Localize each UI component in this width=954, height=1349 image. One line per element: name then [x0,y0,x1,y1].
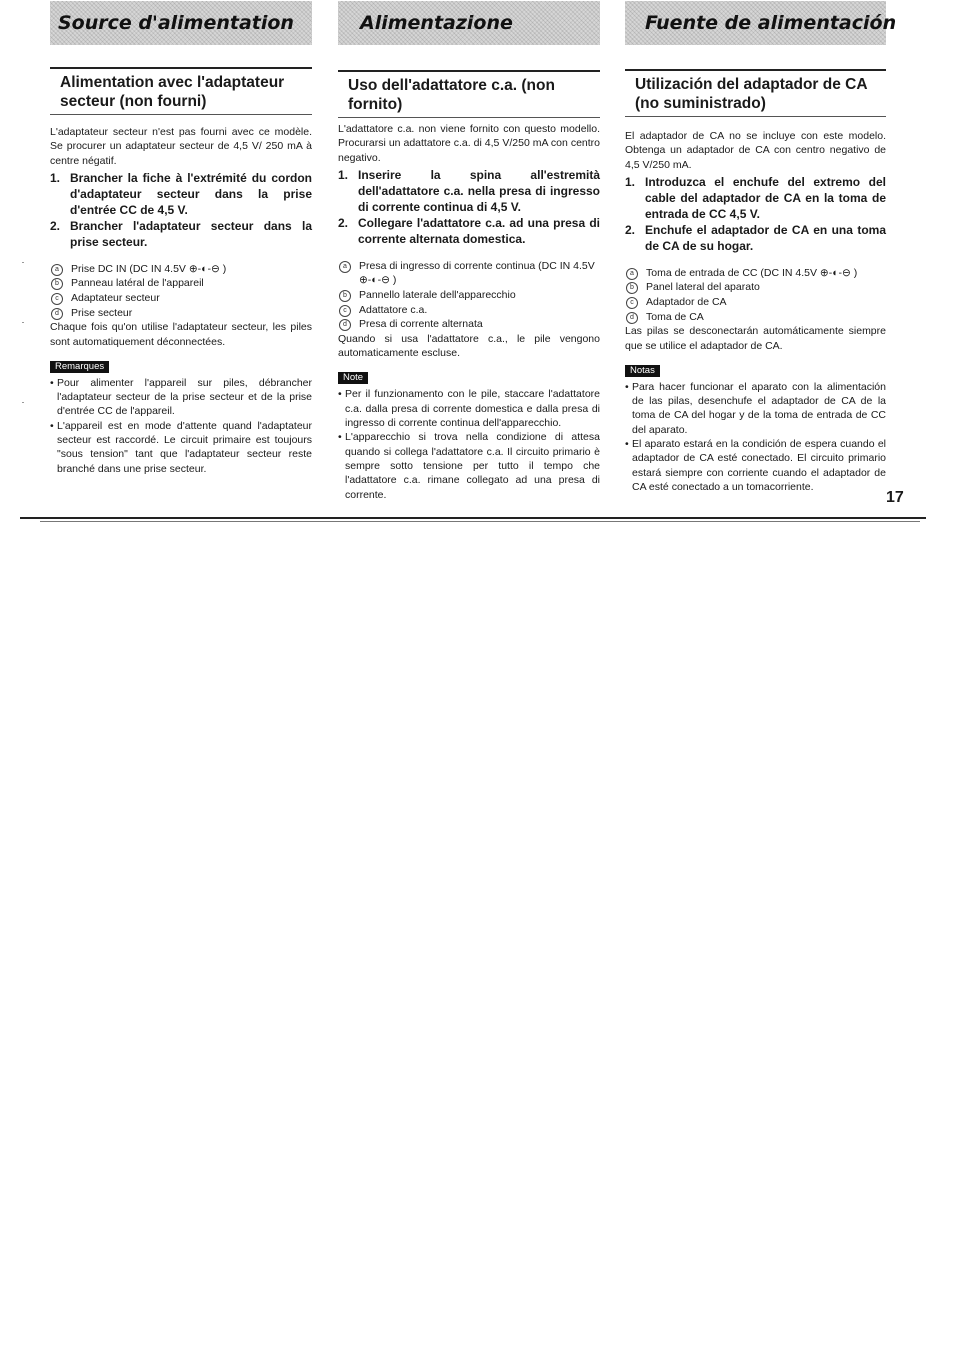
step-item [338,215,600,247]
legend-item [625,266,886,281]
step-item [625,174,886,222]
legend-item [625,295,886,310]
legend-text: Toma de entrada de CC (DC IN 4.5V ⊕-◐-⊖ ) [646,266,858,279]
column-french [50,0,312,476]
margin-tick [22,402,24,403]
steps-list [50,170,312,250]
step-number: 2. [50,218,61,233]
after-text: Quando si usa l'adattatore c.a., le pile vengono automaticamente escluse. [338,332,600,360]
parts-legend [338,259,600,332]
circled-letter-icon: d [626,312,638,324]
circled-letter-icon: c [51,293,63,305]
bullet-icon: • [50,376,54,389]
step-text: Inserire la spina all'estremità dell'adattatore c.a. nella presa di ingresso di corrente continua di 4,5 V. [358,167,600,214]
circled-letter-icon: b [51,278,63,290]
step-text: Brancher l'adaptateur secteur dans la prise secteur. [70,218,312,249]
band-title: Source d'alimentation [58,12,294,34]
legend-text: Panel lateral del aparato [646,281,760,294]
legend-text: Presa di corrente alternata [359,318,483,331]
steps-list [338,167,600,247]
bullet-icon: • [338,431,342,444]
step-item [625,222,886,254]
section-band [50,1,312,45]
step-number: 1. [338,167,349,182]
intro-text: L'adaptateur secteur n'est pas fourni avec ce modèle. Se procurer un adaptateur secteur de 4,5 V/ 250 mA à centre négatif. [50,126,312,167]
section-title: Uso dell'adattatore c.a. (non fornito) [338,70,600,118]
margin-tick [22,262,24,263]
circled-letter-icon: a [626,268,638,280]
note-text: L'appareil est en mode d'attente quand l'adaptateur secteur est raccordé. Le circuit primaire est toujours "sous tension" tant que l'adaptateur secteur reste branché dans une prise secteur. [57,419,312,475]
note-text: L'apparecchio si trova nella condizione di attesa quando si collega l'adattatore c.a. Il circuito primario è sempre sotto tensione per tutto il tempo che l'adattatore c.a. rimane collegato ad una presa di corrente. [345,431,600,501]
intro-text: El adaptador de CA no se incluye con este modelo. Obtenga un adaptador de CA con centro negativo de 4,5 V/250 mA. [625,130,886,171]
note-text: Pour alimenter l'appareil sur piles, débrancher l'adaptateur secteur de la prise secteur et de la prise d'entrée CC de l'appareil. [57,376,312,418]
legend-item [50,291,312,306]
notes-list [50,376,312,476]
step-text: Brancher la fiche à l'extrémité du cordon d'adaptateur secteur dans la prise d'entrée CC de 4,5 V. [70,170,312,217]
parts-legend [50,262,312,320]
note-item [338,430,600,501]
after-text: Chaque fois qu'on utilise l'adaptateur secteur, les piles sont automatiquement déconnectées. [50,321,312,348]
circled-letter-icon: b [339,290,351,302]
legend-item [50,262,312,277]
legend-item [50,276,312,291]
circled-letter-icon: b [626,282,638,294]
step-number: 1. [625,174,636,189]
legend-item [50,306,312,321]
band-title: Fuente de alimentación [645,12,897,34]
legend-text: Toma de CA [646,310,704,323]
circled-letter-icon: a [339,261,351,273]
legend-text: Adaptateur secteur [71,292,160,305]
note-item [50,376,312,419]
bullet-icon: • [625,438,629,451]
circled-letter-icon: d [51,308,63,320]
legend-text: Presa di ingresso di corrente continua (DC IN 4.5V ⊕-◐-⊖ ) [359,259,595,287]
note-text: El aparato estará en la condición de espera cuando el adaptador de CA esté conectado. El circuito primario estará siempre con corriente cuando el adaptador de CA esté conectado a un tomacorriente. [632,438,886,493]
column-italian [338,0,600,502]
column-spanish [625,0,897,494]
band-title: Alimentazione [360,12,513,34]
after-text: Las pilas se desconectarán automáticamente siempre que se utilice el adaptador de CA. [625,325,886,352]
circled-letter-icon: a [51,264,63,276]
notes-list [338,387,600,501]
legend-item [338,303,600,318]
bullet-icon: • [50,419,54,432]
legend-text: Adaptador de CA [646,296,727,309]
note-item [625,437,886,494]
margin-tick [22,322,24,323]
note-text: Para hacer funcionar el aparato con la alimentación de las pilas, desenchufe el adaptador de CA de la toma de CA del hogar y de la toma de entrada de CC del aparato. [632,380,886,436]
notes-badge: Remarques [50,361,109,373]
bullet-icon: • [338,388,342,401]
section-band [625,1,897,45]
notes-badge: Note [338,372,368,384]
parts-legend [625,266,886,324]
legend-text: Panneau latéral de l'appareil [71,277,204,290]
step-number: 2. [625,222,636,237]
note-item [50,419,312,476]
step-item [338,167,600,215]
step-text: Enchufe el adaptador de CA en una toma de CA de su hogar. [645,222,886,253]
steps-list [625,174,886,254]
intro-text: L'adattatore c.a. non viene fornito con questo modello. Procurarsi un adattatore c.a. di 4,5 V/250 mA con centro negativo. [338,123,600,164]
circled-letter-icon: d [339,319,351,331]
legend-text: Pannello laterale dell'apparecchio [359,289,516,302]
step-text: Collegare l'adattatore c.a. ad una presa di corrente alternata domestica. [358,215,600,246]
notes-list [625,380,886,494]
section-title: Utilización del adaptador de CA (no suministrado) [625,69,886,117]
note-item [625,380,886,437]
legend-item [625,310,886,325]
legend-item [338,259,600,288]
step-item [50,170,312,218]
step-text: Introduzca el enchufe del extremo del cable del adaptador de CA en la toma de entrada de CC 4,5 V. [645,174,886,221]
section-band [338,1,600,45]
legend-text: Prise secteur [71,306,133,319]
step-item [50,218,312,250]
page-number: 17 [886,489,904,506]
bullet-icon: • [625,380,629,393]
notes-badge: Notas [625,365,660,377]
legend-text: Adattatore c.a. [359,303,428,316]
bottom-rule [20,517,926,519]
bottom-rule-secondary [40,521,920,522]
section-title: Alimentation avec l'adaptateur secteur (non fourni) [50,67,312,115]
step-number: 1. [50,170,61,185]
note-item [338,387,600,430]
legend-item [338,317,600,332]
step-number: 2. [338,215,349,230]
circled-letter-icon: c [339,305,351,317]
legend-item [625,280,886,295]
note-text: Per il funzionamento con le pile, staccare l'adattatore c.a. dalla presa di corrente domestica e dalla presa di ingresso di corrente continua dell'apparecchio. [345,388,600,430]
legend-text: Prise DC IN (DC IN 4.5V ⊕-◐-⊖ ) [71,262,227,275]
circled-letter-icon: c [626,297,638,309]
legend-item [338,288,600,303]
